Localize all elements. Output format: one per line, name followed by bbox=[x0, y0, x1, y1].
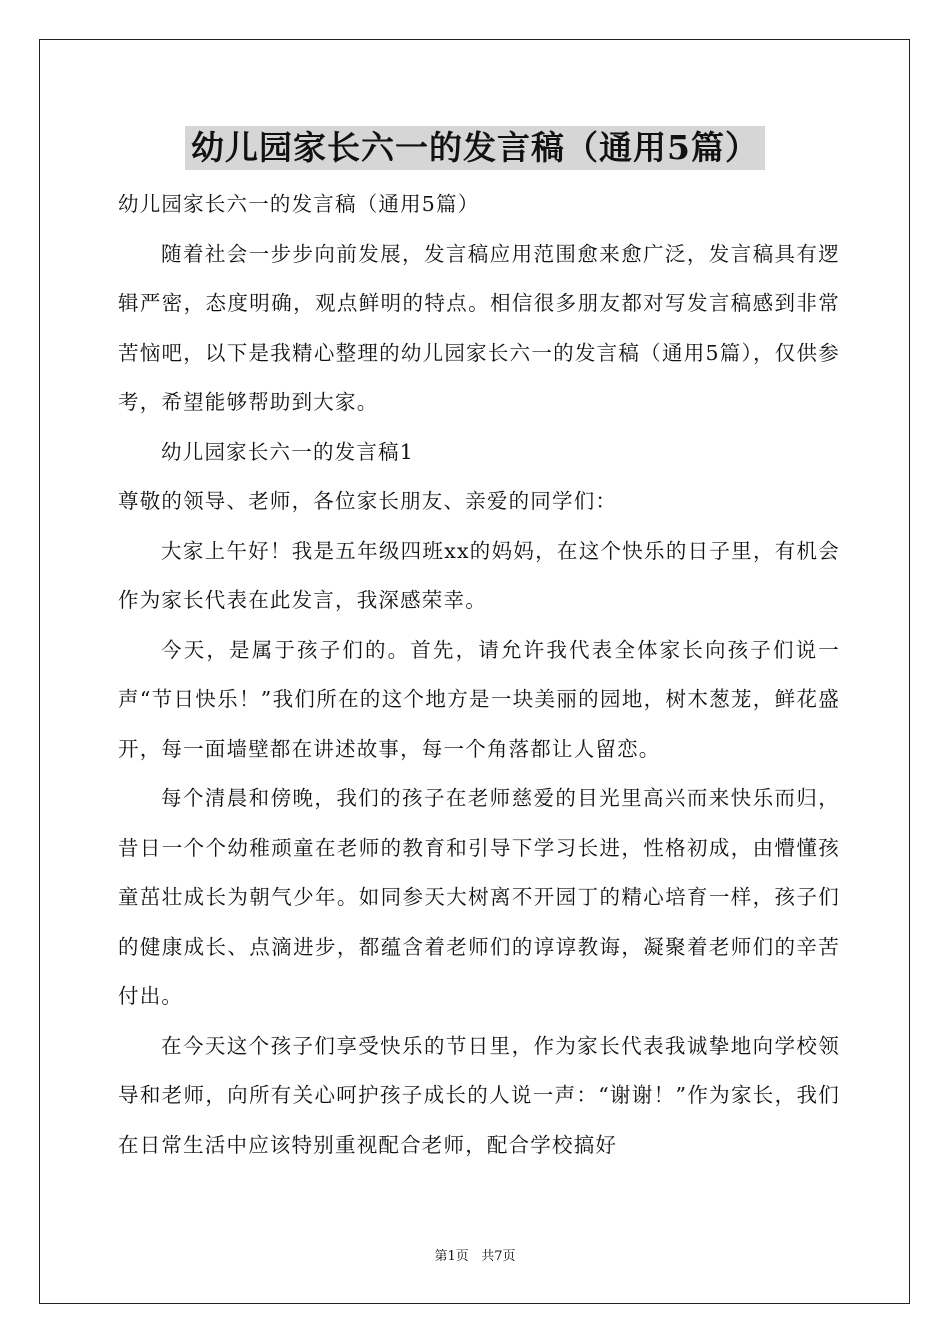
paragraph-intro: 随着社会一步步向前发展，发言稿应用范围愈来愈广泛，发言稿具有逻辑严密，态度明确，观点鲜明的特点。相信很多朋友都对写发言稿感到非常苦恼吧，以下是我精心整理的幼儿园家长六一的发言稿（通用5篇），仅供参考，希望能够帮助到大家。 bbox=[118, 241, 840, 414]
title-container bbox=[0, 126, 950, 170]
paragraph-salutation: 尊敬的领导、老师，各位家长朋友、亲爱的同学们： bbox=[118, 489, 618, 513]
paragraph: 今天，是属于孩子们的。首先，请允许我代表全体家长向孩子们说一声“节日快乐！”我们所在的这个地方是一块美丽的园地，树木葱茏，鲜花盛开，每一面墙壁都在讲述故事，每一个角落都让人留恋。 bbox=[118, 637, 840, 761]
document-subtitle: 幼儿园家长六一的发言稿（通用5篇） bbox=[118, 192, 480, 216]
section-heading: 幼儿园家长六一的发言稿1 bbox=[161, 439, 414, 464]
paragraph: 在今天这个孩子们享受快乐的节日里，作为家长代表我诚挚地向学校领导和老师，向所有关心呵护孩子成长的人说一声：“谢谢！”作为家长，我们在日常生活中应该特别重视配合老师，配合学校搞好 bbox=[118, 1033, 840, 1157]
page-footer bbox=[0, 1245, 950, 1264]
paragraph: 大家上午好！我是五年级四班xx的妈妈，在这个快乐的日子里，有机会作为家长代表在此发言，我深感荣幸。 bbox=[118, 538, 840, 612]
document-title: 幼儿园家长六一的发言稿（通用5篇） bbox=[185, 126, 765, 170]
page-number: 第1页 bbox=[434, 1249, 469, 1264]
page-total: 共7页 bbox=[481, 1249, 516, 1264]
paragraph: 每个清晨和傍晚，我们的孩子在老师慈爱的目光里高兴而来快乐而归，昔日一个个幼稚顽童在老师的教育和引导下学习长进，性格初成，由懵懂孩童茁壮成长为朝气少年。如同参天大树离不开园丁的精心培育一样，孩子们的健康成长、点滴进步，都蕴含着老师们的谆谆教诲，凝聚着老师们的辛苦付出。 bbox=[118, 786, 840, 1008]
document-body bbox=[118, 180, 840, 1170]
